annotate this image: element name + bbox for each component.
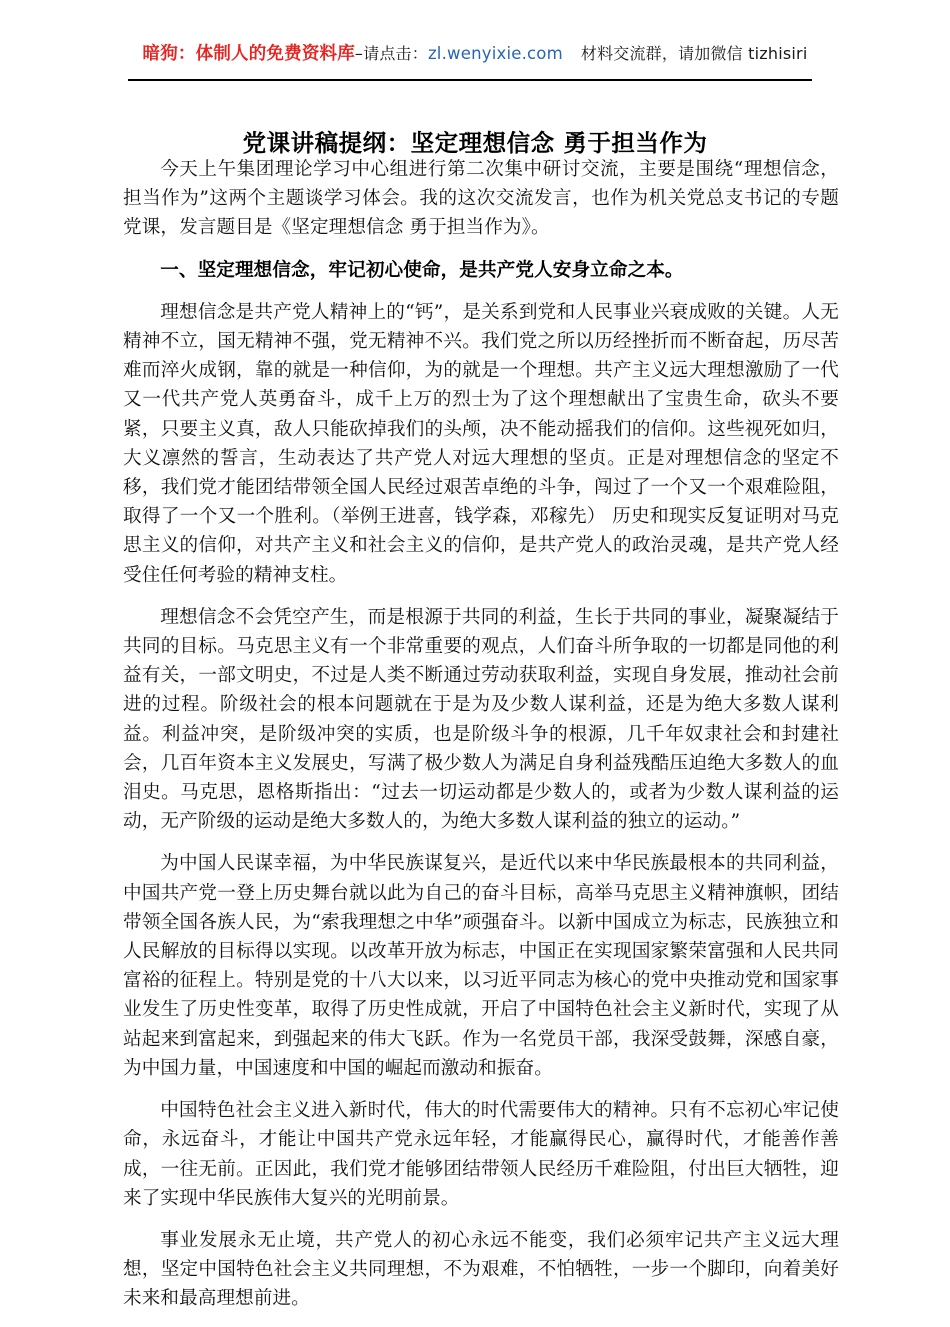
promo-site-link[interactable]: zl.wenyixie.com — [427, 44, 563, 63]
promo-header-line — [0, 42, 950, 66]
promo-wechat-text: 材料交流群，请加微信 tizhisiri — [580, 44, 808, 63]
paragraph-body-4: 中国特色社会主义进入新时代，伟大的时代需要伟大的精神。只有不忘初心牢记使命，永远奋斗，才能让中国共产党永远年轻，才能赢得民心，赢得时代，才能善作善成，一往无前。正因此，我们党才能够团结带领人民经历千难险阻，付出巨大牺牲，迎来了实现中华民族伟大复兴的光明前景。 — [123, 1100, 839, 1209]
paragraph-body-2: 理想信念不会凭空产生，而是根源于共同的利益，生长于共同的事业，凝聚凝结于共同的目标。马克思主义有一个非常重要的观点，人们奋斗所争取的一切都是同他的利益有关，一部文明史，不过是人类不断通过劳动获取利益，实现自身发展，推动社会前进的过程。阶级社会的根本问题就在于是为及少数人谋利益，还是为绝大多数人谋利益。利益冲突，是阶级冲突的实质，也是阶级斗争的根源，几千年奴隶社会和封建社会，几百年资本主义发展史，写满了极少数人为满足自身利益残酷压迫绝大多数人的血泪史。马克思，恩格斯指出：“过去一切运动都是少数人的，或者为少数人谋利益的运动，无产阶级的运动是绝大多数人的，为绝大多数人谋利益的独立的运动。” — [123, 606, 839, 833]
promo-header-banner — [0, 42, 950, 66]
promo-click-text: –请点击： — [354, 44, 428, 63]
paragraph-intro: 今天上午集团理论学习中心组进行第二次集中研讨交流，主要是围绕“理想信念，担当作为”这两个主题谈学习体会。我的这次交流发言，也作为机关党总支书记的专题党课，发言题目是《坚定理想信念 勇于担当作为》。 — [123, 159, 839, 239]
page-title: 党课讲稿提纲：坚定理想信念 勇于担当作为 — [242, 128, 708, 157]
paragraph-body-1: 理想信念是共产党人精神上的“钙”，是关系到党和人民事业兴衰成败的关键。人无精神不立，国无精神不强，党无精神不兴。我们党之所以历经挫折而不断奋起，历尽苦难而淬火成钢，靠的就是一种信仰，为的就是一个理想。共产主义远大理想激励了一代又一代共产党人英勇奋斗，成千上万的烈士为了这个理想献出了宝贵生命，砍头不要紧，只要主义真，敌人只能砍掉我们的头颅，决不能动摇我们的信仰。这些视死如归，大义凛然的誓言，生动表达了共产党人对远大理想的坚贞。正是对理想信念的坚定不移，我们党才能团结带领全国人民经过艰苦卓绝的斗争，闯过了一个又一个艰难险阻，取得了一个又一个胜利。（举例王进喜，钱学森，邓稼先） 历史和现实反复证明对马克思主义的信仰，对共产主义和社会主义的信仰，是共产党人的政治灵魂，是共产党人经受住任何考验的精神支柱。 — [123, 301, 839, 586]
document-body — [123, 155, 839, 1327]
paragraph-body-3: 为中国人民谋幸福，为中华民族谋复兴，是近代以来中华民族最根本的共同利益，中国共产党一登上历史舞台就以此为自己的奋斗目标，高举马克思主义精神旗帜，团结带领全国各族人民，为“索我理想之中华”顽强奋斗。以新中国成立为标志，民族独立和人民解放的目标得以实现。以改革开放为标志，中国正在实现国家繁荣富强和人民共同富裕的征程上。特别是党的十八大以来，以习近平同志为核心的党中央推动党和国家事业发生了历史性变革，取得了历史性成就，开启了中国特色社会主义新时代，实现了从站起来到富起来，到强起来的伟大飞跃。作为一名党员干部，我深受鼓舞，深感自豪，为中国力量，中国速度和中国的崛起而激动和振奋。 — [123, 853, 839, 1079]
paragraph-body-5: 事业发展永无止境，共产党人的初心永远不能变，我们必须牢记共产主义远大理想，坚定中国特色社会主义共同理想，不为艰难，不怕牺牲，一步一个脚印，向着美好未来和最高理想前进。 — [123, 1229, 839, 1310]
header-divider-rule — [128, 79, 812, 81]
section-heading-1: 一、坚定理想信念，牢记初心使命，是共产党人安身立命之本。 — [160, 259, 684, 281]
promo-brand-text: 暗狗：体制人的免费资料库 — [142, 44, 355, 64]
